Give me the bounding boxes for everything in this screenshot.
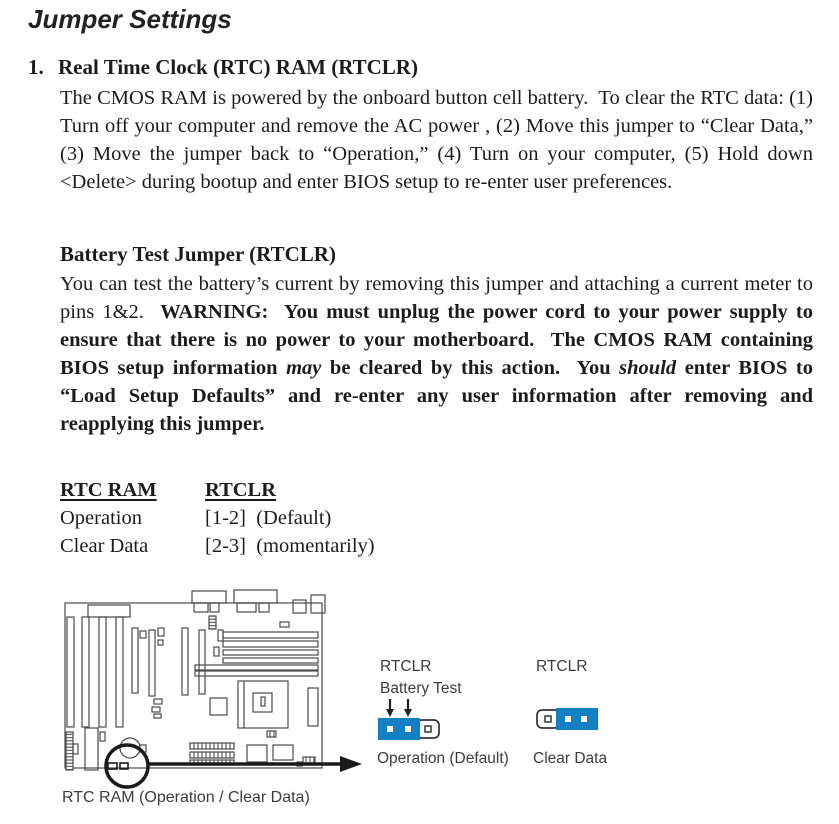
pin1 xyxy=(545,716,551,722)
operation-jumper-name: RTCLR xyxy=(380,658,432,675)
pin2 xyxy=(565,716,571,722)
clear-data-jumper-label: RTCLR xyxy=(536,658,588,675)
io-ports xyxy=(192,590,325,613)
operation-jumper-graphic xyxy=(377,698,447,743)
table-cell-operation: Operation xyxy=(60,507,142,529)
battery xyxy=(120,738,146,758)
clear-data-jumper-graphic xyxy=(533,698,603,743)
battery-test-sublabel: Battery Test xyxy=(380,680,462,697)
pointer-arrow xyxy=(148,756,362,772)
warning-text-1: WARNING: You must unplug the power cord to your power supply to ensure that there is no power to your motherboard. The CMOS RAM containing BIOS setup information xyxy=(60,301,819,379)
expansion-slots xyxy=(67,605,205,727)
rtc-clear-instructions: The CMOS RAM is powered by the onboard button cell battery. To clear the RTC data: (1) Turn off your computer and remove the AC power , (2) Move this jumper to “Clear Data,” (3) Move the jumper back to “Operation,” (4) Turn on your computer, (5) Hold down <Delete> during bootup and enter BIOS setup to re-enter user preferences. xyxy=(60,87,824,193)
operation-jumper-label xyxy=(380,656,462,700)
battery-test-arrows-icon xyxy=(386,699,412,717)
table-cell-clear-data: Clear Data xyxy=(60,535,149,557)
clear-data-jumper-caption: Clear Data xyxy=(533,750,608,767)
pin3 xyxy=(581,716,587,722)
operation-jumper-caption: Operation (Default) xyxy=(377,750,509,767)
motherboard-diagram xyxy=(55,585,370,813)
board-caption: RTC RAM (Operation / Clear Data) xyxy=(62,789,310,806)
warning-emphasis-should: should xyxy=(619,357,677,379)
cpu-socket xyxy=(238,681,288,737)
pin2 xyxy=(405,726,411,732)
section-heading xyxy=(28,55,418,80)
battery-test-intro: You can test the battery’s current by removing this jumper and attaching a current meter to pins 1&2. xyxy=(60,273,819,323)
rtc-jumper-highlight-circle xyxy=(106,745,148,787)
table-header-rtc-ram: RTC RAM xyxy=(60,479,157,501)
onboard-chips xyxy=(66,688,318,770)
warning-emphasis-may: may xyxy=(286,357,322,379)
table-cell-clear-data-pins: [2-3] (momentarily) xyxy=(205,535,375,557)
jumper-cap xyxy=(378,718,420,740)
pin3 xyxy=(425,726,431,732)
jumper-cap xyxy=(556,708,598,730)
table-cell-operation-pins: [1-2] (Default) xyxy=(205,507,332,529)
battery-test-heading: Battery Test Jumper (RTCLR) xyxy=(60,242,336,266)
table-header-rtclr: RTCLR xyxy=(205,479,277,501)
page-title: Jumper Settings xyxy=(28,4,232,34)
warning-text-3: enter BIOS to “Load Setup Defaults” and re-enter any user information after removing and reapplying this jumper. xyxy=(60,357,819,435)
section-title: Real Time Clock (RTC) RAM (RTCLR) xyxy=(58,55,418,79)
battery-test-warning xyxy=(60,301,818,435)
dimm-slots xyxy=(195,616,318,676)
pin1 xyxy=(387,726,393,732)
warning-text-2: be cleared by this action. You xyxy=(321,357,620,379)
settings-table xyxy=(60,476,375,560)
battery-test-paragraph xyxy=(60,270,819,438)
section-number: 1. xyxy=(28,55,44,79)
